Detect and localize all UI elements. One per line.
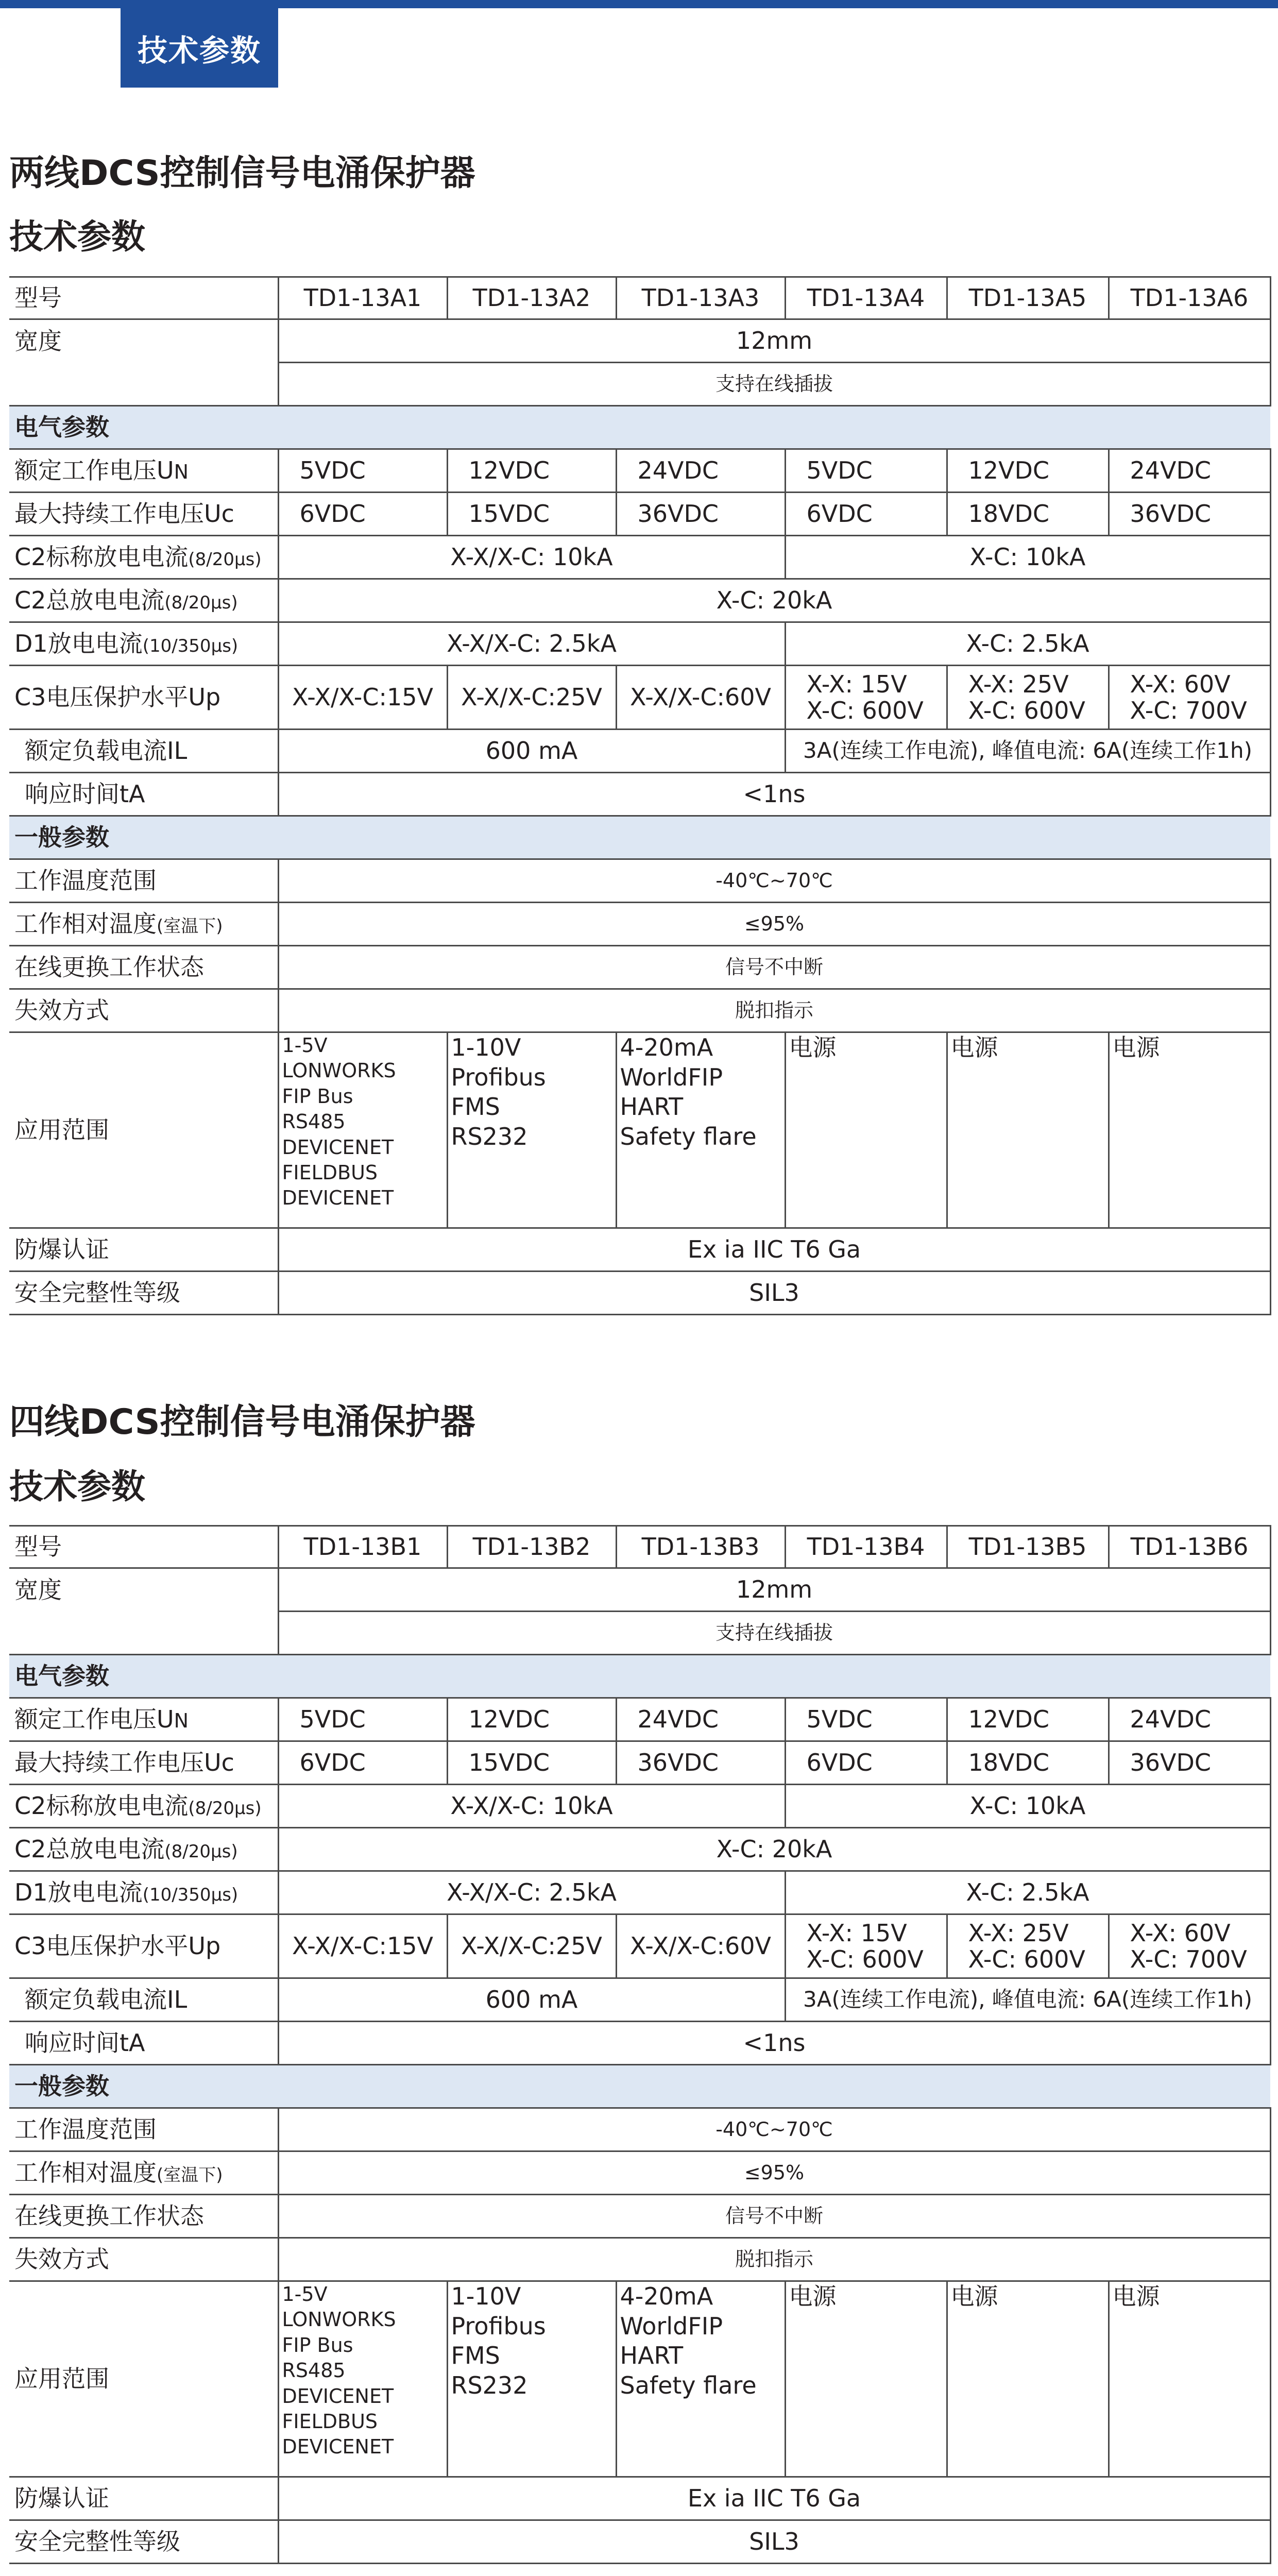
c3-cell: X-X: 60V X-C: 700V bbox=[1109, 666, 1270, 730]
c2-nominal-label: C2标称放电电流(8/20μs) bbox=[9, 536, 278, 579]
section-tab: 技术参数 bbox=[121, 8, 278, 88]
application-label: 应用范围 bbox=[9, 2281, 278, 2477]
rated-voltage-label: 额定工作电压UN bbox=[9, 449, 278, 493]
rated-voltage-cell: 5VDC bbox=[278, 1698, 447, 1741]
response-label: 响应时间tA bbox=[9, 773, 278, 816]
d1-left: X-X/X-C: 2.5kA bbox=[278, 1871, 785, 1914]
load-current-row bbox=[9, 1978, 1270, 2022]
electrical-header: 电气参数 bbox=[9, 406, 1270, 449]
hotswap-label bbox=[9, 363, 278, 406]
model-cell: TD1-13B2 bbox=[447, 1526, 616, 1568]
top-accent-bar bbox=[0, 0, 1278, 8]
response-value: <1ns bbox=[278, 773, 1270, 816]
model-cell: TD1-13A3 bbox=[616, 277, 785, 319]
c2-total-value: X-C: 20kA bbox=[278, 579, 1270, 622]
model-row bbox=[9, 1526, 1270, 1568]
max-voltage-cell: 6VDC bbox=[785, 1741, 947, 1785]
max-voltage-cell: 36VDC bbox=[616, 1741, 785, 1785]
humidity-row bbox=[9, 2151, 1270, 2195]
width-label: 宽度 bbox=[9, 1568, 278, 1612]
model-cell: TD1-13A6 bbox=[1109, 277, 1270, 319]
max-voltage-cell: 6VDC bbox=[278, 493, 447, 536]
spec-table bbox=[9, 276, 1271, 1315]
load-current-left: 600 mA bbox=[278, 730, 785, 773]
c3-cell: X-X: 25V X-C: 600V bbox=[947, 1914, 1109, 1978]
rated-voltage-row bbox=[9, 1698, 1270, 1741]
width-row bbox=[9, 1568, 1270, 1612]
electrical-header: 电气参数 bbox=[9, 1655, 1270, 1698]
load-current-label: 额定负载电流IL bbox=[9, 1978, 278, 2022]
c2-nominal-row bbox=[9, 536, 1270, 579]
rated-voltage-cell: 24VDC bbox=[1109, 449, 1270, 493]
explosion-value: Ex ia IIC T6 Ga bbox=[278, 1228, 1270, 1272]
c2-total-row bbox=[9, 1828, 1270, 1871]
temp-value: -40℃~70℃ bbox=[278, 2108, 1270, 2151]
temp-row bbox=[9, 2108, 1270, 2151]
explosion-value: Ex ia IIC T6 Ga bbox=[278, 2477, 1270, 2520]
hotswap-label bbox=[9, 1612, 278, 1655]
model-cell: TD1-13A4 bbox=[785, 277, 947, 319]
max-voltage-cell: 15VDC bbox=[447, 493, 616, 536]
explosion-label: 防爆认证 bbox=[9, 1228, 278, 1272]
application-cell: 4-20mA WorldFIP HART Safety flare bbox=[616, 2281, 785, 2477]
application-row bbox=[9, 2281, 1270, 2477]
max-voltage-cell: 36VDC bbox=[1109, 1741, 1270, 1785]
max-voltage-label: 最大持续工作电压Uc bbox=[9, 493, 278, 536]
width-value: 12mm bbox=[278, 319, 1270, 363]
application-cell: 电源 bbox=[947, 1032, 1109, 1228]
width-row bbox=[9, 319, 1270, 363]
application-cell: 电源 bbox=[1109, 2281, 1270, 2477]
general-header-row bbox=[9, 2065, 1270, 2108]
explosion-row bbox=[9, 2477, 1270, 2520]
product-title: 两线DCS控制信号电涌保护器 bbox=[9, 153, 475, 194]
d1-left: X-X/X-C: 2.5kA bbox=[278, 622, 785, 666]
load-current-right: 3A(连续工作电流), 峰值电流: 6A(连续工作1h) bbox=[785, 1978, 1270, 2022]
d1-row bbox=[9, 1871, 1270, 1914]
model-cell: TD1-13A2 bbox=[447, 277, 616, 319]
max-voltage-cell: 6VDC bbox=[785, 493, 947, 536]
load-current-row bbox=[9, 730, 1270, 773]
temp-row bbox=[9, 859, 1270, 903]
rated-voltage-cell: 5VDC bbox=[278, 449, 447, 493]
hotswap-row bbox=[9, 363, 1270, 406]
explosion-row bbox=[9, 1228, 1270, 1272]
max-voltage-cell: 36VDC bbox=[616, 493, 785, 536]
temp-label: 工作温度范围 bbox=[9, 2108, 278, 2151]
max-voltage-row bbox=[9, 493, 1270, 536]
c2-total-row bbox=[9, 579, 1270, 622]
load-current-label: 额定负载电流IL bbox=[9, 730, 278, 773]
application-cell: 1-5V LONWORKS FIP Bus RS485 DEVICENET FIELDBUS DEVICENET bbox=[278, 2281, 447, 2477]
rated-voltage-cell: 24VDC bbox=[1109, 1698, 1270, 1741]
max-voltage-label: 最大持续工作电压Uc bbox=[9, 1741, 278, 1785]
c2-nominal-right: X-C: 10kA bbox=[785, 1785, 1270, 1828]
model-cell: TD1-13B3 bbox=[616, 1526, 785, 1568]
humidity-value: ≤95% bbox=[278, 903, 1270, 946]
sil-value: SIL3 bbox=[278, 2520, 1270, 2564]
temp-label: 工作温度范围 bbox=[9, 859, 278, 903]
failure-label: 失效方式 bbox=[9, 2238, 278, 2281]
c2-nominal-left: X-X/X-C: 10kA bbox=[278, 536, 785, 579]
application-cell: 电源 bbox=[1109, 1032, 1270, 1228]
rated-voltage-cell: 24VDC bbox=[616, 1698, 785, 1741]
response-label: 响应时间tA bbox=[9, 2022, 278, 2065]
sil-row bbox=[9, 1272, 1270, 1315]
application-cell: 1-10V Profibus FMS RS232 bbox=[447, 2281, 616, 2477]
online-value: 信号不中断 bbox=[278, 2195, 1270, 2238]
c2-nominal-label: C2标称放电电流(8/20μs) bbox=[9, 1785, 278, 1828]
rated-voltage-cell: 12VDC bbox=[447, 449, 616, 493]
sil-label: 安全完整性等级 bbox=[9, 1272, 278, 1315]
spec-subtitle: 技术参数 bbox=[9, 217, 145, 257]
application-row bbox=[9, 1032, 1270, 1228]
model-label: 型号 bbox=[9, 1526, 278, 1568]
c3-label: C3电压保护水平Up bbox=[9, 1914, 278, 1978]
model-cell: TD1-13B1 bbox=[278, 1526, 447, 1568]
rated-voltage-cell: 12VDC bbox=[447, 1698, 616, 1741]
hotswap-value: 支持在线插拔 bbox=[278, 363, 1270, 406]
rated-voltage-cell: 5VDC bbox=[785, 1698, 947, 1741]
response-row bbox=[9, 2022, 1270, 2065]
model-row bbox=[9, 277, 1270, 319]
width-label: 宽度 bbox=[9, 319, 278, 363]
model-cell: TD1-13A1 bbox=[278, 277, 447, 319]
spec-subtitle: 技术参数 bbox=[9, 1467, 145, 1506]
model-cell: TD1-13A5 bbox=[947, 277, 1109, 319]
c3-cell: X-X/X-C:25V bbox=[447, 1914, 616, 1978]
sil-value: SIL3 bbox=[278, 1272, 1270, 1315]
rated-voltage-row bbox=[9, 449, 1270, 493]
application-label: 应用范围 bbox=[9, 1032, 278, 1228]
c3-cell: X-X/X-C:60V bbox=[616, 666, 785, 730]
rated-voltage-cell: 24VDC bbox=[616, 449, 785, 493]
humidity-label: 工作相对温度(室温下) bbox=[9, 2151, 278, 2195]
c3-cell: X-X/X-C:15V bbox=[278, 1914, 447, 1978]
application-cell: 电源 bbox=[947, 2281, 1109, 2477]
general-header-row bbox=[9, 816, 1270, 859]
max-voltage-cell: 36VDC bbox=[1109, 493, 1270, 536]
response-value: <1ns bbox=[278, 2022, 1270, 2065]
failure-value: 脱扣指示 bbox=[278, 2238, 1270, 2281]
c3-label: C3电压保护水平Up bbox=[9, 666, 278, 730]
c2-total-label: C2总放电电流(8/20μs) bbox=[9, 579, 278, 622]
load-current-left: 600 mA bbox=[278, 1978, 785, 2022]
max-voltage-cell: 18VDC bbox=[947, 1741, 1109, 1785]
c3-cell: X-X: 15V X-C: 600V bbox=[785, 666, 947, 730]
application-cell: 电源 bbox=[785, 2281, 947, 2477]
spec-table bbox=[9, 1525, 1271, 2564]
model-cell: TD1-13B5 bbox=[947, 1526, 1109, 1568]
failure-row bbox=[9, 2238, 1270, 2281]
c3-cell: X-X/X-C:25V bbox=[447, 666, 616, 730]
application-cell: 电源 bbox=[785, 1032, 947, 1228]
model-label: 型号 bbox=[9, 277, 278, 319]
rated-voltage-cell: 12VDC bbox=[947, 1698, 1109, 1741]
max-voltage-cell: 6VDC bbox=[278, 1741, 447, 1785]
rated-voltage-cell: 12VDC bbox=[947, 449, 1109, 493]
online-row bbox=[9, 946, 1270, 989]
general-header: 一般参数 bbox=[9, 816, 1270, 859]
sil-row bbox=[9, 2520, 1270, 2564]
failure-row bbox=[9, 989, 1270, 1032]
product-title: 四线DCS控制信号电涌保护器 bbox=[9, 1402, 475, 1443]
d1-label: D1放电电流(10/350μs) bbox=[9, 622, 278, 666]
c3-cell: X-X/X-C:15V bbox=[278, 666, 447, 730]
d1-label: D1放电电流(10/350μs) bbox=[9, 1871, 278, 1914]
explosion-label: 防爆认证 bbox=[9, 2477, 278, 2520]
c2-total-label: C2总放电电流(8/20μs) bbox=[9, 1828, 278, 1871]
d1-right: X-C: 2.5kA bbox=[785, 622, 1270, 666]
failure-label: 失效方式 bbox=[9, 989, 278, 1032]
c3-cell: X-X: 15V X-C: 600V bbox=[785, 1914, 947, 1978]
humidity-value: ≤95% bbox=[278, 2151, 1270, 2195]
hotswap-row bbox=[9, 1612, 1270, 1655]
sil-label: 安全完整性等级 bbox=[9, 2520, 278, 2564]
online-label: 在线更换工作状态 bbox=[9, 2195, 278, 2238]
max-voltage-cell: 15VDC bbox=[447, 1741, 616, 1785]
electrical-header-row bbox=[9, 1655, 1270, 1698]
application-cell: 1-5V LONWORKS FIP Bus RS485 DEVICENET FIELDBUS DEVICENET bbox=[278, 1032, 447, 1228]
load-current-right: 3A(连续工作电流), 峰值电流: 6A(连续工作1h) bbox=[785, 730, 1270, 773]
rated-voltage-label: 额定工作电压UN bbox=[9, 1698, 278, 1741]
c2-nominal-row bbox=[9, 1785, 1270, 1828]
max-voltage-row bbox=[9, 1741, 1270, 1785]
d1-row bbox=[9, 622, 1270, 666]
failure-value: 脱扣指示 bbox=[278, 989, 1270, 1032]
online-row bbox=[9, 2195, 1270, 2238]
temp-value: -40℃~70℃ bbox=[278, 859, 1270, 903]
electrical-header-row bbox=[9, 406, 1270, 449]
c2-nominal-left: X-X/X-C: 10kA bbox=[278, 1785, 785, 1828]
model-cell: TD1-13B4 bbox=[785, 1526, 947, 1568]
width-value: 12mm bbox=[278, 1568, 1270, 1612]
d1-right: X-C: 2.5kA bbox=[785, 1871, 1270, 1914]
application-cell: 1-10V Profibus FMS RS232 bbox=[447, 1032, 616, 1228]
online-value: 信号不中断 bbox=[278, 946, 1270, 989]
c3-row bbox=[9, 1914, 1270, 1978]
c3-cell: X-X/X-C:60V bbox=[616, 1914, 785, 1978]
max-voltage-cell: 18VDC bbox=[947, 493, 1109, 536]
c2-total-value: X-C: 20kA bbox=[278, 1828, 1270, 1871]
humidity-label: 工作相对温度(室温下) bbox=[9, 903, 278, 946]
humidity-row bbox=[9, 903, 1270, 946]
c3-cell: X-X: 60V X-C: 700V bbox=[1109, 1914, 1270, 1978]
response-row bbox=[9, 773, 1270, 816]
application-cell: 4-20mA WorldFIP HART Safety flare bbox=[616, 1032, 785, 1228]
rated-voltage-cell: 5VDC bbox=[785, 449, 947, 493]
model-cell: TD1-13B6 bbox=[1109, 1526, 1270, 1568]
c3-cell: X-X: 25V X-C: 600V bbox=[947, 666, 1109, 730]
c3-row bbox=[9, 666, 1270, 730]
c2-nominal-right: X-C: 10kA bbox=[785, 536, 1270, 579]
general-header: 一般参数 bbox=[9, 2065, 1270, 2108]
online-label: 在线更换工作状态 bbox=[9, 946, 278, 989]
hotswap-value: 支持在线插拔 bbox=[278, 1612, 1270, 1655]
